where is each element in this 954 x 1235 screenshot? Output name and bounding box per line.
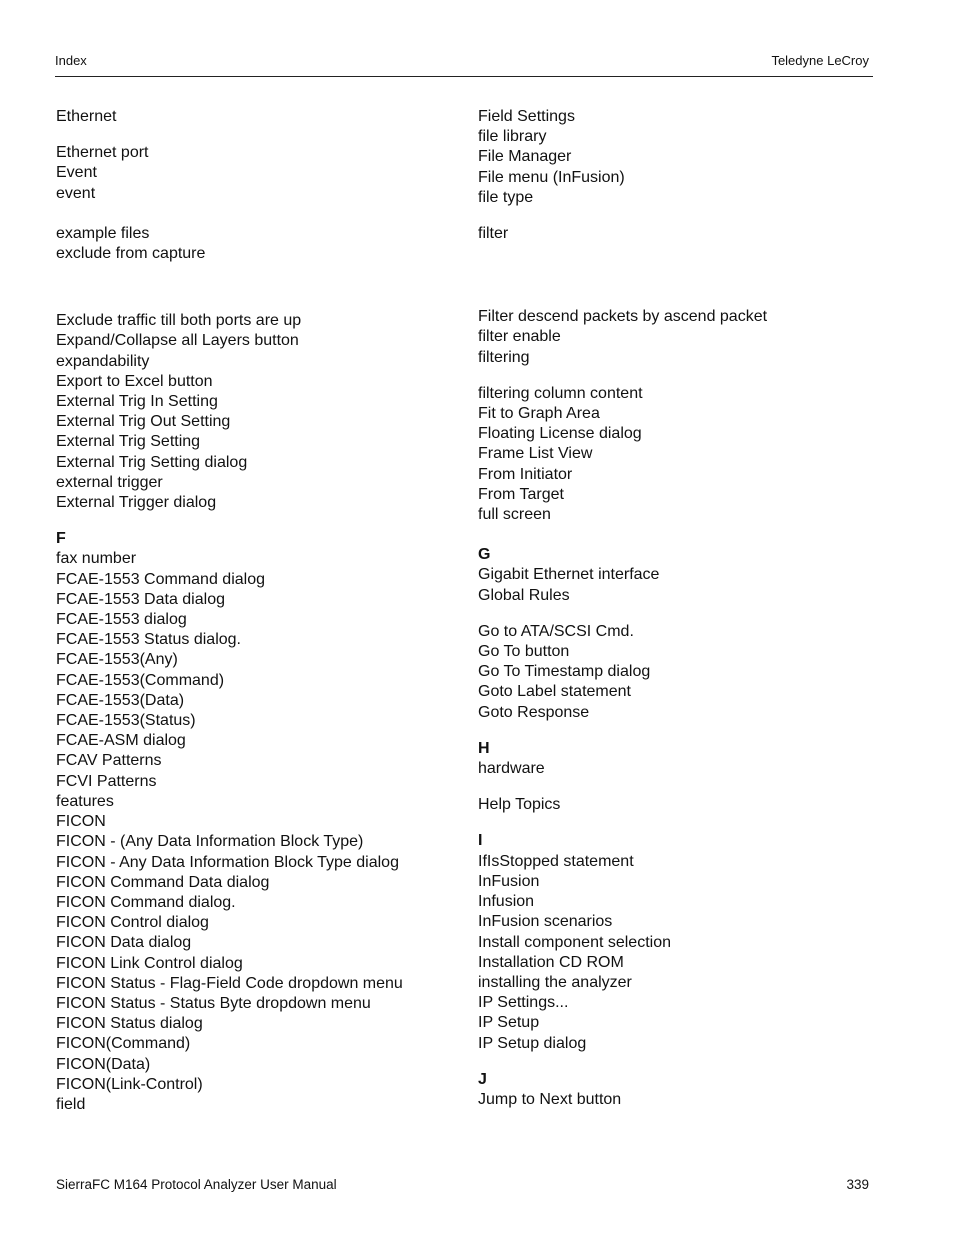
- index-entry: Infusion: [478, 893, 535, 911]
- index-entry: InFusion: [478, 872, 540, 890]
- index-entry: External Trig Setting: [56, 433, 201, 451]
- index-letter-heading: H: [478, 739, 490, 757]
- index-entry: IP Setup: [478, 1014, 540, 1032]
- index-entry: Filter descend packets by ascend packet: [478, 308, 768, 326]
- index-entry: File menu (InFusion): [478, 168, 625, 186]
- index-entry: Exclude traffic till both ports are up: [56, 312, 302, 330]
- index-entry: IP Settings...: [478, 994, 569, 1012]
- index-entry: Goto Response: [478, 703, 590, 721]
- index-entry: field: [56, 1095, 86, 1113]
- index-entry: Ethernet port: [56, 144, 149, 162]
- index-entry: FICON Status - Flag-Field Code dropdown menu: [56, 974, 403, 992]
- page-header: [55, 52, 873, 77]
- index-entry: FCAE-1553 Command dialog: [56, 570, 265, 588]
- index-entry: hardware: [478, 760, 545, 778]
- index-entry: FICON(Data): [56, 1055, 151, 1073]
- index-entry: example files: [56, 224, 150, 242]
- index-entry: IP Setup dialog: [478, 1034, 587, 1052]
- index-entry: Frame List View: [478, 445, 593, 463]
- index-entry: FCAE-ASM dialog: [56, 732, 186, 750]
- index-entry: expandability: [56, 352, 150, 370]
- index-entry: FICON Command dialog.: [56, 893, 236, 911]
- index-entry: FCAE-1553(Data): [56, 691, 185, 709]
- index-entry: FICON(Command): [56, 1035, 191, 1053]
- index-entry: External Trig Out Setting: [56, 413, 231, 431]
- index-entry: filtering: [478, 348, 530, 366]
- index-entry: FICON Status - Status Byte dropdown menu: [56, 994, 371, 1012]
- index-entry: Expand/Collapse all Layers button: [56, 332, 299, 350]
- index-entry: FICON: [56, 813, 106, 831]
- index-entry: Global Rules: [478, 586, 570, 604]
- index-entry: file library: [478, 128, 547, 146]
- index-entry: File Manager: [478, 148, 572, 166]
- index-entry: fax number: [56, 550, 137, 568]
- index-letter-heading: G: [478, 546, 491, 564]
- index-entry: file type: [478, 188, 534, 206]
- index-entry: full screen: [478, 506, 551, 524]
- index-entry: external trigger: [56, 473, 163, 491]
- index-entry: FICON(Link-Control): [56, 1075, 203, 1093]
- header-company: Teledyne LeCroy: [771, 53, 869, 68]
- index-entry: event: [56, 184, 96, 202]
- index-entry: Export to Excel button: [56, 372, 213, 390]
- index-entry: installing the analyzer: [478, 973, 632, 991]
- index-entry: FCAE-1553 dialog: [56, 611, 187, 629]
- index-entry: filtering column content: [478, 384, 643, 402]
- index-entry: FCAE-1553(Command): [56, 671, 225, 689]
- index-entry: External Trig In Setting: [56, 393, 218, 411]
- index-entry: FICON - Any Data Information Block Type dialog: [56, 853, 399, 871]
- index-entry: FICON Data dialog: [56, 934, 192, 952]
- footer-manual-title: SierraFC M164 Protocol Analyzer User Manual: [56, 1177, 337, 1192]
- index-entry: Help Topics: [478, 796, 561, 814]
- index-entry: FCAE-1553 Data dialog: [56, 590, 225, 608]
- index-entry: FCAE-1553(Status): [56, 712, 196, 730]
- index-entry: FCAE-1553(Any): [56, 651, 178, 669]
- index-entry: filter enable: [478, 328, 561, 346]
- index-entry: IfIsStopped statement: [478, 852, 634, 870]
- index-entry: Install component selection: [478, 933, 671, 951]
- index-entry: FCAV Patterns: [56, 752, 162, 770]
- index-entry: External Trig Setting dialog: [56, 453, 248, 471]
- index-entry: Installation CD ROM: [478, 953, 624, 971]
- index-entry: Go to ATA/SCSI Cmd.: [478, 622, 634, 640]
- index-entry: Goto Label statement: [478, 683, 631, 701]
- index-entry: From Initiator: [478, 465, 573, 483]
- index-column-right: [478, 107, 878, 1110]
- index-entry: FICON - (Any Data Information Block Type): [56, 833, 364, 851]
- index-entry: Jump to Next button: [478, 1090, 622, 1108]
- index-entry: filter: [478, 225, 509, 243]
- index-entry: Event: [56, 164, 97, 182]
- index-letter-heading: F: [56, 530, 66, 548]
- index-entry: From Target: [478, 485, 564, 503]
- index-entry: FICON Status dialog: [56, 1015, 203, 1033]
- index-entry: FICON Command Data dialog: [56, 873, 270, 891]
- index-entry: FICON Link Control dialog: [56, 954, 243, 972]
- index-letter-heading: J: [478, 1070, 487, 1088]
- header-section-title: Index: [55, 53, 87, 68]
- index-entry: Go To Timestamp dialog: [478, 663, 651, 681]
- index-entry: Fit to Graph Area: [478, 405, 600, 423]
- index-letter-heading: I: [478, 832, 483, 850]
- index-entry: FICON Control dialog: [56, 914, 209, 932]
- index-entry: Gigabit Ethernet interface: [478, 566, 660, 584]
- index-entry: Go To button: [478, 643, 570, 661]
- index-entry: FCVI Patterns: [56, 772, 157, 790]
- index-entry: InFusion scenarios: [478, 913, 613, 931]
- index-entry: features: [56, 792, 114, 810]
- index-entry: exclude from capture: [56, 245, 206, 263]
- page-number: 339: [846, 1177, 869, 1192]
- index-entry: FCAE-1553 Status dialog.: [56, 631, 241, 649]
- index-entry: Field Settings: [478, 108, 575, 125]
- index-entry: External Trigger dialog: [56, 494, 217, 512]
- index-entry: Floating License dialog: [478, 425, 642, 443]
- index-entry: Ethernet: [56, 108, 117, 125]
- index-column-left: [56, 107, 456, 1115]
